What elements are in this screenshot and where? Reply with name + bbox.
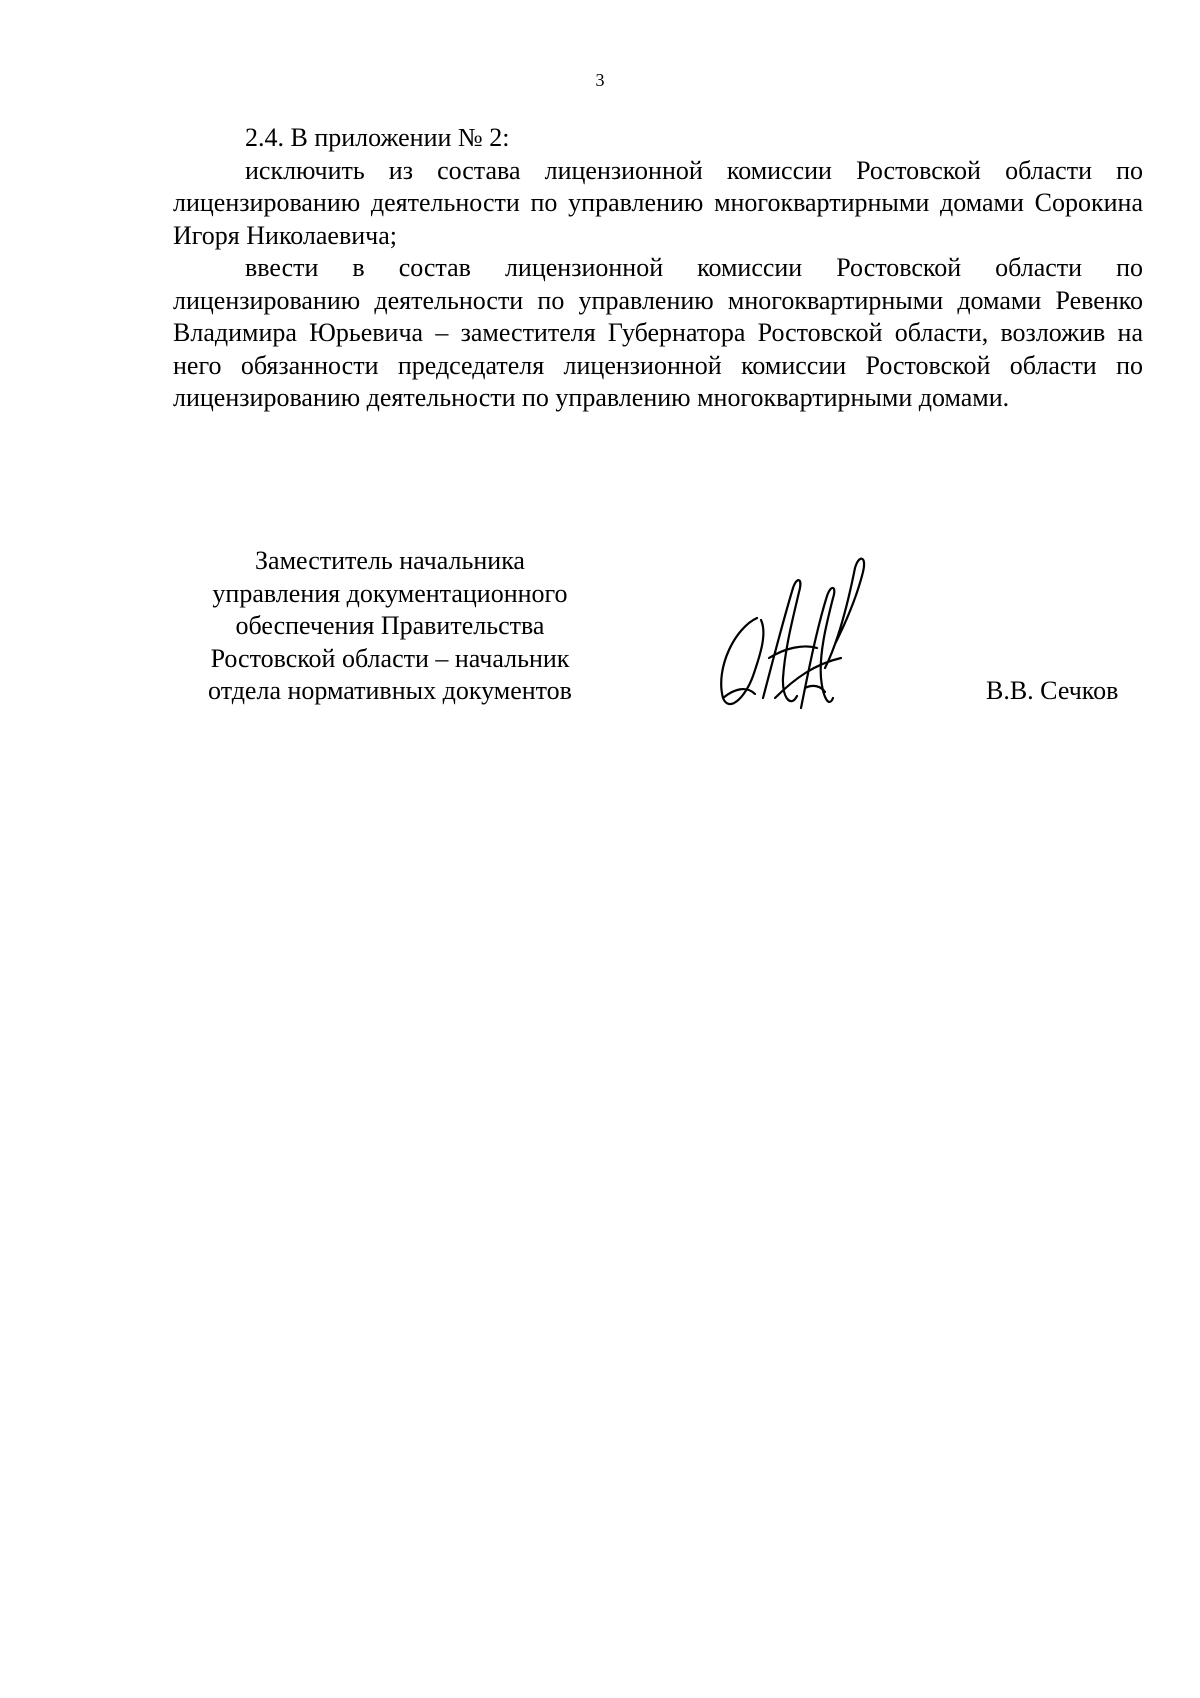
paragraph-include-member: ввести в состав лицензионной комиссии Ростовской области по лицензированию деятельности по управлению многоквартирными домами Ревенко Владимира Юрьевича – заместителя Губернатора Ростовской области, возложив на него обязанности председателя лицензионной комиссии Ростовской области по лицензированию деятельности по управлению многоквартирными домами. [173,253,1143,412]
paragraph-exclude-member: исключить из состава лицензионной комиссии Ростовской области по лицензированию деятельности по управлению многоквартирными домами Сорокина Игоря Николаевича; [173,155,1143,250]
signatory-title-line: Ростовской области – начальник [210,643,570,673]
signatory-title-line: Заместитель начальника [255,546,525,575]
signatory-title [160,545,620,708]
signatory-title-line: обеспечения Правительства [235,611,545,640]
section-heading: 2.4. В приложении № 2: [245,123,510,152]
signatory-name: В.В. Сечков [986,676,1119,705]
signatory-title-line: отдела нормативных документов [208,676,572,705]
page-number: 3 [595,70,605,90]
document-body [173,122,1143,415]
signatory-title-line: управления документационного [212,578,568,608]
handwritten-signature [705,548,885,718]
